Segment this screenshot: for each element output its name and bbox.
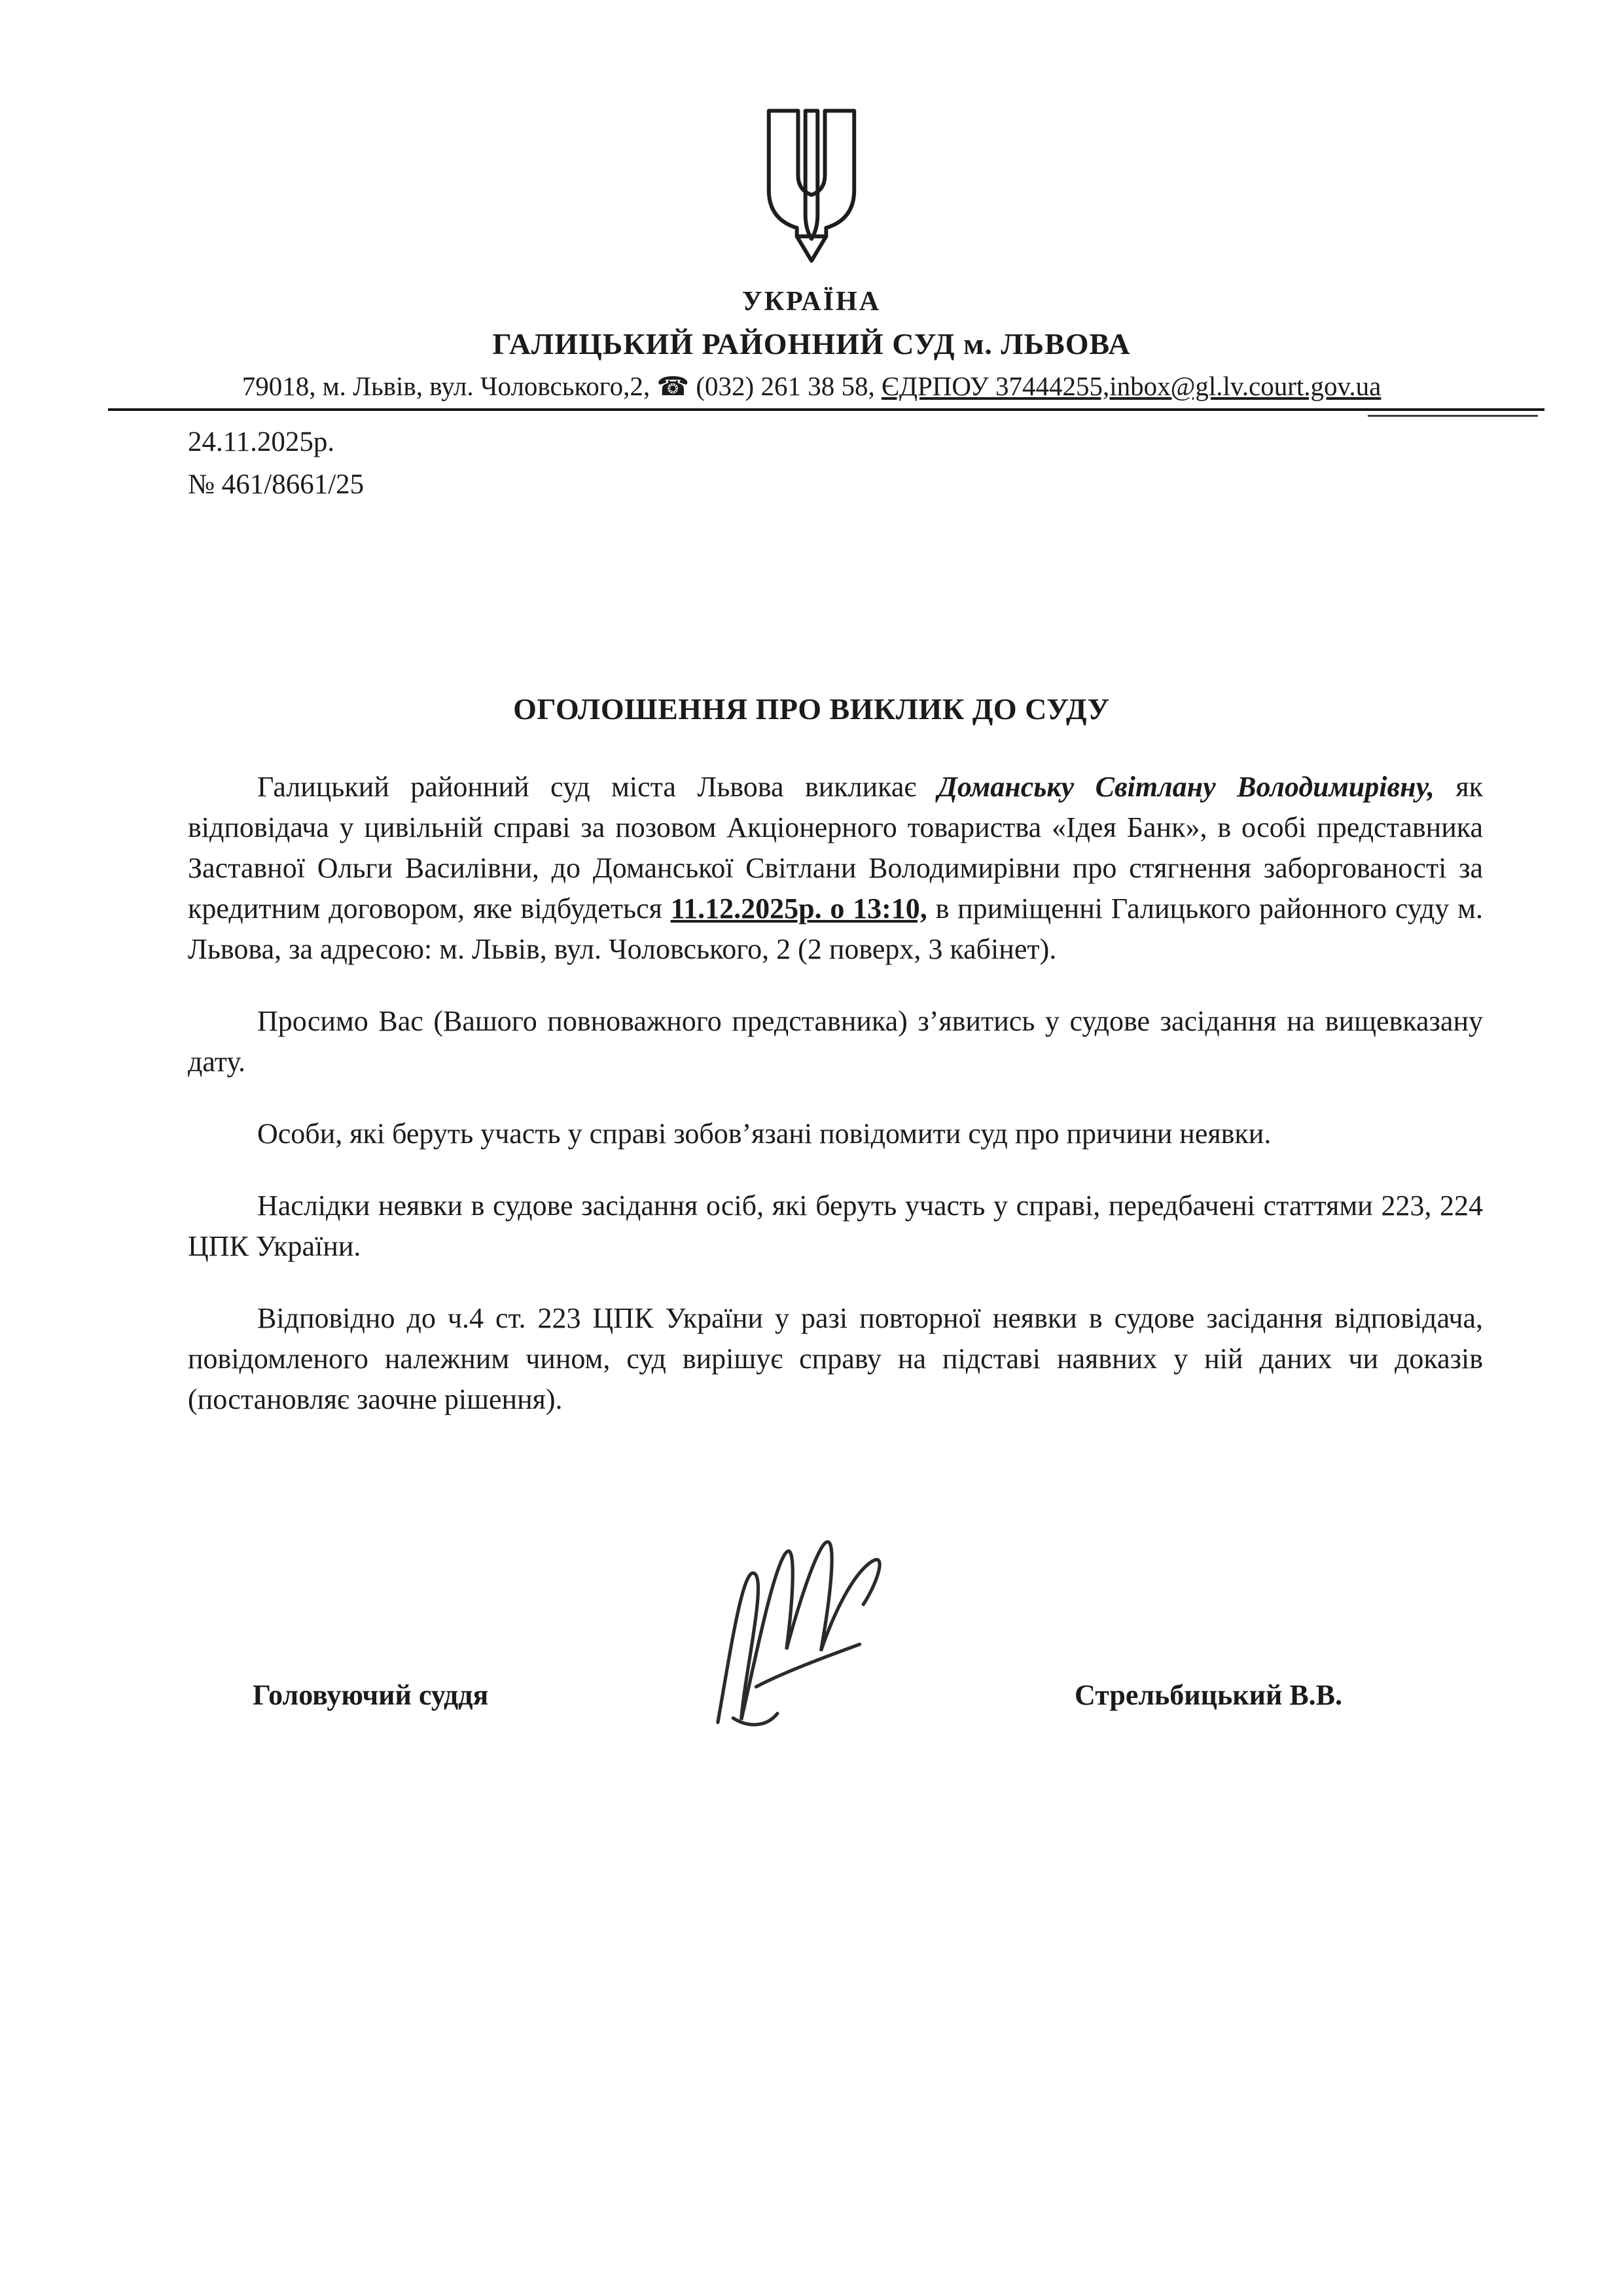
court-registry-email: ЄДРПОУ 37444255,inbox@gl.lv.court.gov.ua <box>881 371 1382 401</box>
header-divider-secondary <box>1368 415 1538 417</box>
country-name: УКРАЇНА <box>741 287 882 317</box>
paragraph-default-judgment: Відповідно до ч.4 ст. 223 ЦПК України у разі повторної неявки в судове засідання відповідача, повідомленого належним чином, суд вирішує справу на підставі наявних у ній даних чи доказів (постановляє заочне рішення). <box>188 1302 1483 1415</box>
paragraph-appearance-request: Просимо Вас (Вашого повноважного представника) з’явитись у судове засідання на вищевказану дату. <box>188 1005 1483 1078</box>
hearing-datetime: 11.12.2025р. о 13:10, <box>670 892 927 925</box>
court-phone: (032) 261 38 58, <box>696 371 875 401</box>
summons-case-text: як відповідача у цивільній справі за позовом Акціонерного товариства «Ідея Банк», в особі представника Заставної Ольги Василівни, до Доманської Світлани Володимирівни про стягнення заборгованості за кредитним договором, яке відбудеться <box>188 771 1483 925</box>
document-title: ОГОЛОШЕННЯ ПРО ВИКЛИК ДО СУДУ <box>513 692 1110 726</box>
summons-lead-text: Галицький районний суд міста Львова викликає <box>257 771 938 803</box>
paragraph-summons <box>188 767 1483 970</box>
defendant-name: Доманську Світлану Володимирівну, <box>937 771 1435 803</box>
document-header-emblem <box>0 0 1623 269</box>
paragraph-notify-obligation: Особи, які беруть участь у справі зобов’язані повідомити суд про причини неявки. <box>257 1118 1272 1150</box>
issue-date: 24.11.2025р. <box>188 427 335 457</box>
court-address: 79018, м. Львів, вул. Чоловського,2, <box>241 371 651 401</box>
ukraine-trident-emblem <box>757 105 866 266</box>
paragraph-absence-consequences: Наслідки неявки в судове засідання осіб, які беруть участь у справі, передбачені статтями 223, 224 ЦПК України. <box>188 1190 1483 1262</box>
court-address-line <box>0 370 1623 402</box>
document-body <box>188 767 1483 1806</box>
judge-role-label: Головуючий суддя <box>253 1679 489 1711</box>
signature-block <box>188 1636 1483 1806</box>
summons-location-text: в приміщенні Галицького районного суду м. Львова, за адресою: м. Львів, вул. Чоловського, 2 (2 поверх, 3 кабінет). <box>188 892 1483 965</box>
phone-icon: ☎ <box>656 372 690 402</box>
judge-name: Стрельбицький В.В. <box>1075 1679 1343 1711</box>
judge-signature <box>660 1502 932 1761</box>
court-name: ГАЛИЦЬКИЙ РАЙОННИЙ СУД м. ЛЬВОВА <box>492 327 1131 361</box>
case-number: № 461/8661/25 <box>188 469 365 500</box>
header-divider <box>108 408 1544 411</box>
